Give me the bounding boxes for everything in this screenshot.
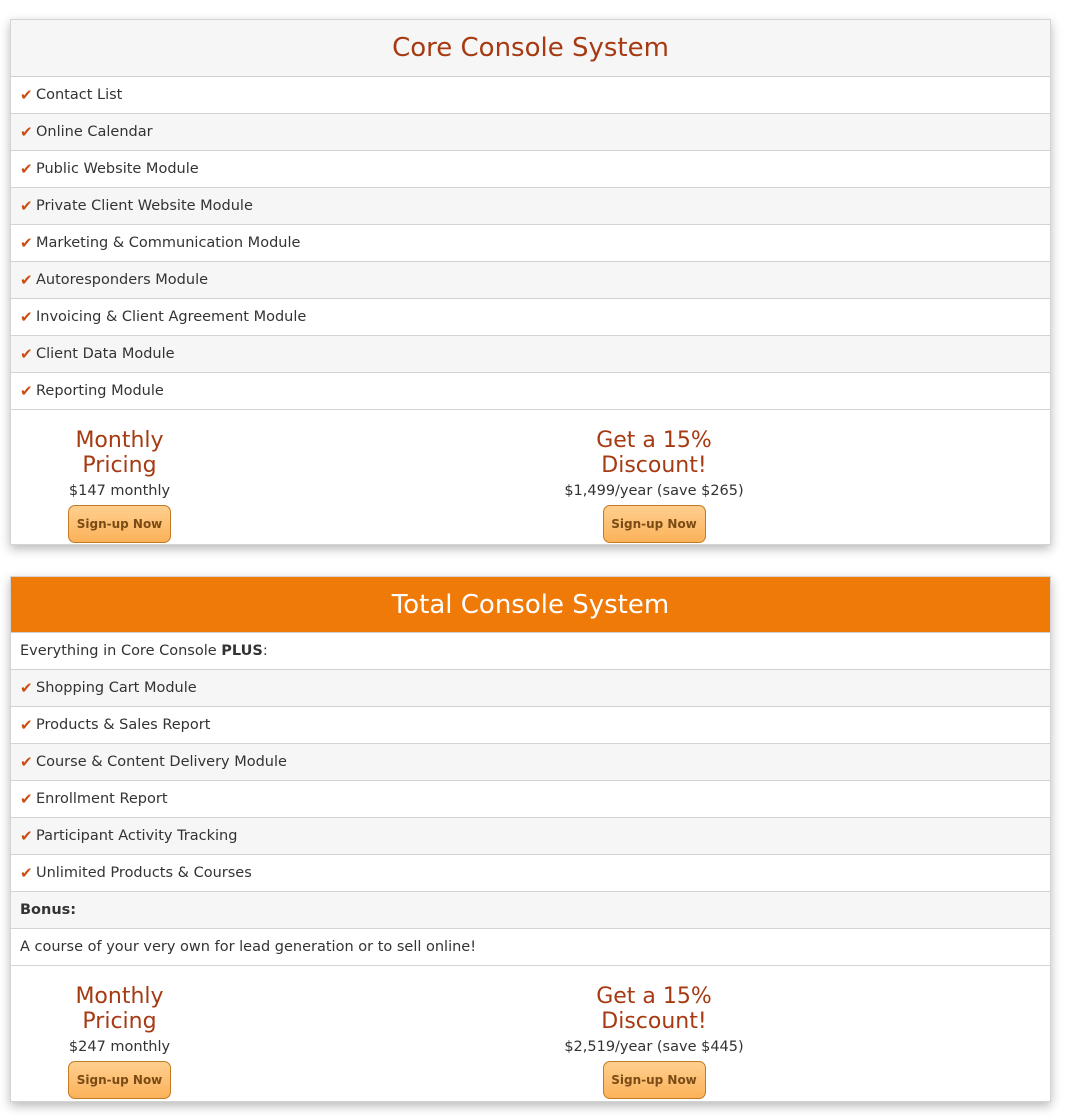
core-monthly-signup-button[interactable]: Sign-up Now [68, 505, 171, 543]
feature-label: Private Client Website Module [36, 198, 253, 214]
checkmark-icon: ✔ [20, 86, 33, 104]
feature-row [11, 707, 1050, 744]
core-pricing [11, 410, 1050, 550]
bonus-label-row [11, 892, 1050, 929]
feature-row [11, 818, 1050, 855]
checkmark-icon: ✔ [20, 864, 33, 882]
intro-suffix: : [262, 643, 268, 659]
monthly-price: $247 monthly [68, 1039, 171, 1055]
feature-row [11, 299, 1050, 336]
feature-row [11, 225, 1050, 262]
checkmark-icon: ✔ [20, 382, 33, 400]
core-annual-signup-button[interactable]: Sign-up Now [603, 505, 706, 543]
feature-label: Unlimited Products & Courses [36, 865, 252, 881]
checkmark-icon: ✔ [20, 197, 33, 215]
checkmark-icon: ✔ [20, 271, 33, 289]
checkmark-icon: ✔ [20, 753, 33, 771]
feature-label: Contact List [36, 87, 123, 103]
bonus-text: A course of your very own for lead generation or to sell online! [20, 939, 477, 955]
feature-row [11, 77, 1050, 114]
feature-label: Autoresponders Module [36, 272, 209, 288]
core-plan-card [10, 19, 1051, 545]
feature-label: Invoicing & Client Agreement Module [36, 309, 307, 325]
annual-price: $1,499/year (save $265) [564, 483, 744, 499]
total-plan-card [10, 576, 1051, 1102]
checkmark-icon: ✔ [20, 160, 33, 178]
feature-label: Products & Sales Report [36, 717, 211, 733]
total-monthly-signup-button[interactable]: Sign-up Now [68, 1061, 171, 1099]
total-annual-pricing [552, 966, 756, 1099]
feature-row [11, 855, 1050, 892]
bonus-text-row [11, 929, 1050, 966]
intro-plus: PLUS [221, 643, 263, 659]
monthly-price: $147 monthly [68, 483, 171, 499]
feature-label: Course & Content Delivery Module [36, 754, 287, 770]
annual-price: $2,519/year (save $445) [564, 1039, 744, 1055]
feature-row [11, 114, 1050, 151]
feature-label: Enrollment Report [36, 791, 168, 807]
checkmark-icon: ✔ [20, 679, 33, 697]
feature-label: Reporting Module [36, 383, 164, 399]
feature-label: Public Website Module [36, 161, 199, 177]
feature-row [11, 670, 1050, 707]
feature-label: Marketing & Communication Module [36, 235, 301, 251]
intro-row [11, 633, 1050, 670]
feature-row [11, 781, 1050, 818]
feature-label: Client Data Module [36, 346, 175, 362]
bonus-label: Bonus: [20, 902, 77, 918]
feature-label: Shopping Cart Module [36, 680, 197, 696]
core-monthly-pricing [40, 410, 199, 543]
feature-row [11, 262, 1050, 299]
core-plan-title: Core Console System [11, 20, 1050, 77]
annual-pricing-title: Get a 15% Discount! [596, 428, 712, 478]
checkmark-icon: ✔ [20, 716, 33, 734]
feature-label: Online Calendar [36, 124, 153, 140]
total-pricing [11, 966, 1050, 1106]
intro-text: Everything in Core Console [20, 643, 222, 659]
total-annual-signup-button[interactable]: Sign-up Now [603, 1061, 706, 1099]
feature-row [11, 188, 1050, 225]
feature-row [11, 336, 1050, 373]
checkmark-icon: ✔ [20, 308, 33, 326]
total-monthly-pricing [40, 966, 199, 1099]
monthly-pricing-title: Monthly Pricing [75, 428, 164, 478]
checkmark-icon: ✔ [20, 123, 33, 141]
feature-row [11, 373, 1050, 410]
monthly-pricing-title: Monthly Pricing [75, 984, 164, 1034]
checkmark-icon: ✔ [20, 234, 33, 252]
checkmark-icon: ✔ [20, 790, 33, 808]
feature-row [11, 744, 1050, 781]
checkmark-icon: ✔ [20, 827, 33, 845]
total-plan-title: Total Console System [11, 577, 1050, 633]
feature-row [11, 151, 1050, 188]
checkmark-icon: ✔ [20, 345, 33, 363]
core-annual-pricing [552, 410, 756, 543]
annual-pricing-title: Get a 15% Discount! [596, 984, 712, 1034]
feature-label: Participant Activity Tracking [36, 828, 238, 844]
